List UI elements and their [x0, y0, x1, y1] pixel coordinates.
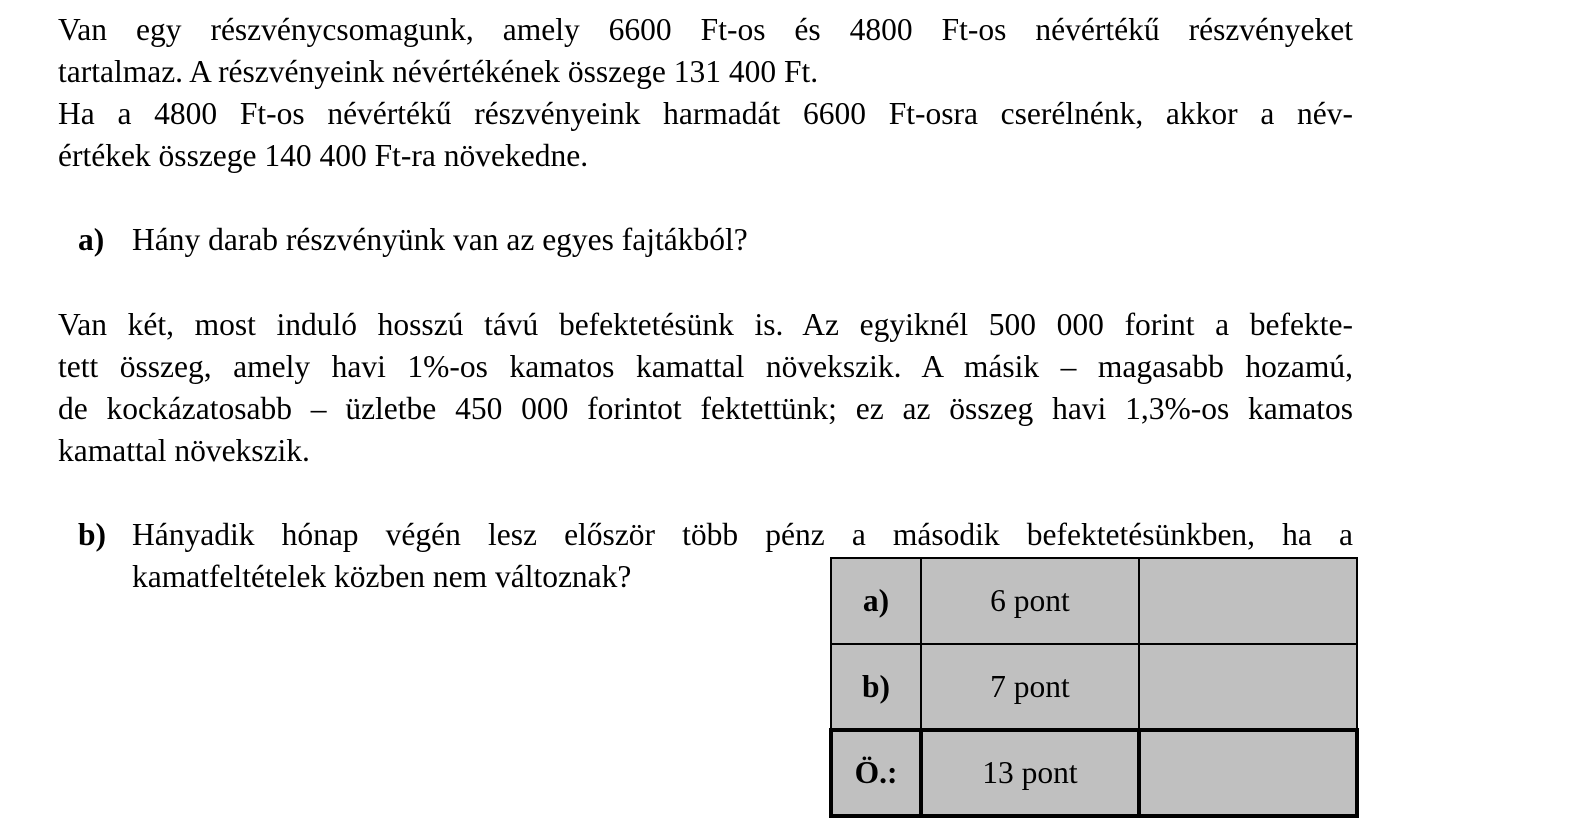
question-b-line: kamatfeltételek közben nem változnak? [132, 559, 632, 594]
score-label: b) [831, 644, 921, 730]
question-b-line: Hányadik hónap végén lesz először több pénz a második befektetésünkben, ha a [132, 517, 1353, 552]
score-label: a) [831, 558, 921, 644]
score-total-points: 13 pont [921, 730, 1139, 816]
score-total-label: Ö.: [831, 730, 921, 816]
score-table [829, 557, 1359, 818]
question-a [78, 219, 1353, 261]
score-total-earned-cell[interactable] [1139, 730, 1357, 816]
intro-line: Van egy részvénycsomagunk, amely 6600 Ft-os és 4800 Ft-os névértékű részvényeket [58, 12, 1353, 47]
score-points: 7 pont [921, 644, 1139, 730]
intro-line: Ha a 4800 Ft-os névértékű részvényeink harmadát 6600 Ft-osra cserélnénk, akkor a név- [58, 96, 1353, 131]
score-earned-cell[interactable] [1139, 644, 1357, 730]
intro-paragraph [58, 9, 1353, 177]
score-row-b [831, 644, 1357, 730]
investment-line: Van két, most induló hosszú távú befektetésünk is. Az egyiknél 500 000 forint a befekte- [58, 307, 1353, 342]
score-points: 6 pont [921, 558, 1139, 644]
score-earned-cell[interactable] [1139, 558, 1357, 644]
question-a-letter: a) [78, 222, 105, 257]
score-row-a [831, 558, 1357, 644]
investment-line: kamattal növekszik. [58, 433, 310, 468]
investment-line: de kockázatosabb – üzletbe 450 000 forintot fektettünk; ez az összeg havi 1,3%-os kamatos [58, 391, 1353, 426]
investment-paragraph [58, 304, 1353, 472]
intro-line: tartalmaz. A részvényeink névértékének összege 131 400 Ft. [58, 54, 819, 89]
intro-line: értékek összege 140 400 Ft-ra növekedne. [58, 138, 589, 173]
investment-line: tett összeg, amely havi 1%-os kamatos kamattal növekszik. A másik – magasabb hozamú, [58, 349, 1353, 384]
question-b-letter: b) [78, 517, 107, 552]
score-row-total [831, 730, 1357, 816]
question-a-text: Hány darab részvényünk van az egyes fajtákból? [132, 222, 748, 257]
